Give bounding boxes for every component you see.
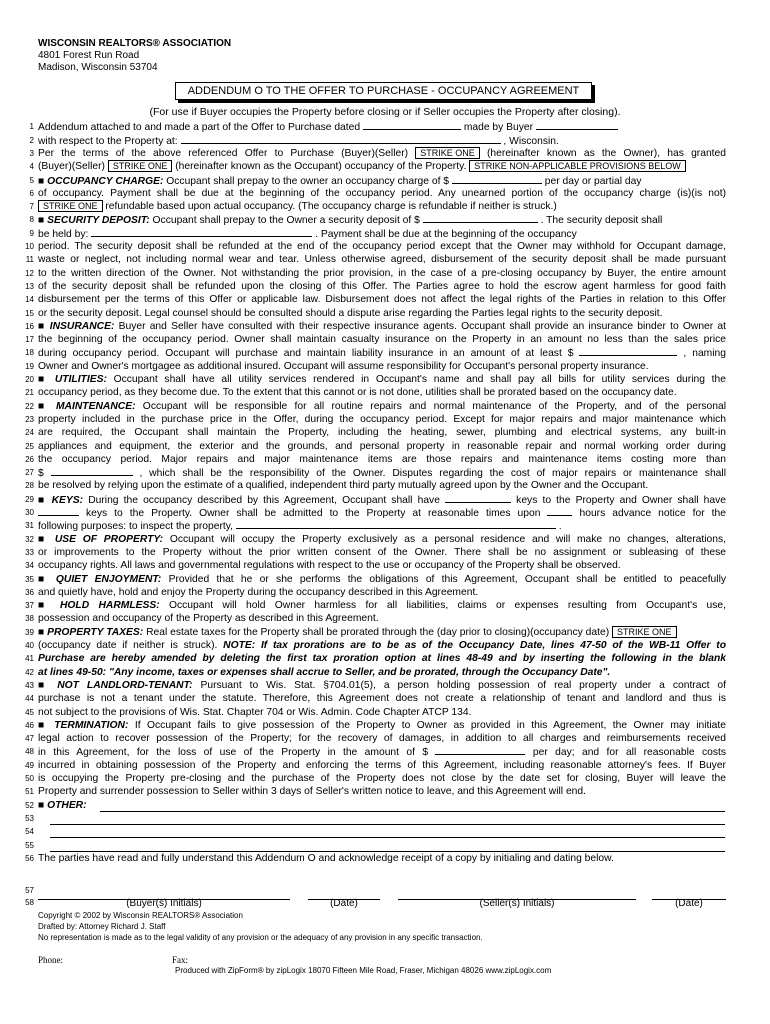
line-text: at lines 49-50: "Any income, taxes or expenses shall accrue to Seller, and be prorated, through the Occupancy Date".: [38, 666, 611, 678]
line-text: ■ QUIET ENJOYMENT: Provided that he or she performs the obligations of this Agreement, Occupant shall be entitled to peacefully: [38, 573, 726, 585]
line-text: Purchase are hereby amended by deleting the first tax proration option at lines 48-49 and by inserting the following in the blank: [38, 653, 726, 665]
fill-in-blank[interactable]: [445, 493, 511, 503]
line-text: Property and surrender possession to Seller within 3 days of Seller's written notice to leave, and this Agreement will end.: [38, 786, 586, 798]
line-text: is occupying the Property pre-closing and the purchase of the Property does not close by the date set for closing, Buyer will leave the: [38, 773, 726, 784]
line-text: ■ KEYS: During the occupancy described by this Agreement, Occupant shall have keys to the Property and Owner shall have: [38, 494, 726, 506]
line-number: 36: [25, 587, 34, 597]
line-number: 37: [25, 601, 34, 611]
line-number: 55: [25, 840, 34, 850]
line-number: 52: [25, 800, 34, 810]
line-text: ■ OTHER:: [38, 799, 87, 811]
seller-initials-label: (Seller(s) Initials): [479, 898, 555, 909]
line-number: 32: [25, 534, 34, 544]
line-text: during occupancy period. Occupant will purchase and maintain liability insurance in an amount of at least $ , naming: [38, 348, 726, 360]
line-text: or improvements to the Property without the prior written consent of the Owner. There shall be no assignment or subleasing of these: [38, 546, 726, 558]
fill-in-blank[interactable]: [579, 346, 677, 356]
fill-in-blank[interactable]: [236, 519, 556, 529]
line-text: ■ SECURITY DEPOSIT: Occupant shall prepay to the Owner a security deposit of $ . The security deposit shall: [38, 215, 663, 227]
line-number: 33: [25, 547, 34, 557]
buyer-initials-label: (Buyer(s) Initials): [126, 898, 202, 909]
line-number: 12: [25, 268, 34, 278]
strike-box[interactable]: STRIKE ONE: [108, 160, 173, 172]
line-text: in this Agreement, for the loss of use of the Property in the amount of $ per day; and for all reasonable costs: [38, 747, 726, 759]
fill-in-blank[interactable]: [536, 120, 618, 130]
disclaimer-text: No representation is made as to the legal validity of any provision or the adequacy of any provision in any specific transaction.: [38, 933, 483, 942]
line-text: ■ PROPERTY TAXES: Real estate taxes for the Property shall be prorated through the (day prior to closing)(occupancy date) STRIKE ONE: [38, 626, 726, 639]
line-number: 2: [29, 135, 34, 145]
line-text: Addendum attached to and made a part of the Offer to Purchase dated made by Buyer: [38, 120, 726, 134]
fill-in-blank[interactable]: [51, 466, 133, 476]
line-text: possession and occupancy of the Property as described in this Agreement.: [38, 613, 379, 625]
line-text: STRIKE ONE refundable based upon actual occupancy. (The occupancy charge is refundable if neither is struck.): [38, 200, 726, 213]
line-number: 23: [25, 414, 34, 424]
strike-box[interactable]: STRIKE ONE: [38, 200, 103, 212]
line-text: of occupancy. Payment shall be due at the beginning of the occupancy period. Any unearned portion of the occupancy charge (is)(is not): [38, 187, 726, 199]
line-text: disbursement per the terms of this Offer or applicable law. Disbursement does not affect the legal rights of the Parties in relation to this Offer: [38, 294, 726, 306]
line-text: of the security deposit shall be refunded upon the closing of this Offer. The Parties agree to hold the escrow agent harmless for good faith: [38, 280, 726, 292]
line-number: 11: [25, 255, 34, 265]
line-number: 40: [25, 641, 34, 650]
line-text: not subject to the provisions of Wis. Stat. Chapter 704 or Wis. Admin. Code Chapter ATCP 134.: [38, 706, 472, 718]
line-text: with respect to the Property at: , Wisconsin.: [38, 135, 559, 147]
line-text: $ , which shall be the responsibility of the Owner. Disputes regarding the cost of major repairs or maintenance shall: [38, 468, 726, 480]
line-number: 3: [29, 148, 34, 158]
line-text: occupancy rights. All laws and governmental regulations with respect to the use or occupancy of the Property shall be observed.: [38, 560, 621, 572]
line-number: 10: [25, 242, 34, 251]
line-number: 14: [25, 295, 34, 305]
line-number: 20: [25, 375, 34, 384]
phone-label: Phone:: [38, 955, 64, 965]
line-number: 22: [25, 401, 34, 411]
line-number: 27: [25, 468, 34, 478]
line-text: incurred in obtaining possession of the Property and enforcing the terms of this Agreement, including reasonable attorney's fees. If Buyer: [38, 759, 726, 771]
line-number: 47: [25, 734, 34, 744]
line-number: 17: [25, 335, 34, 345]
line-text: the occupancy period. Major repairs and major maintenance items are those repairs and maintenance items costing more than: [38, 453, 726, 465]
line-text: and quietly have, hold and enjoy the Property during the occupancy described in this Agreement.: [38, 586, 479, 598]
line-number: 24: [25, 428, 34, 438]
association-city: Madison, Wisconsin 53704: [38, 62, 158, 73]
line-text: Per the terms of the above referenced Offer to Purchase (Buyer)(Seller) STRIKE ONE (hereinafter known as the Owner), has granted: [38, 147, 726, 159]
association-name: WISCONSIN REALTORS® ASSOCIATION: [38, 38, 232, 49]
line-number: 39: [25, 627, 34, 637]
seller-date-label: (Date): [675, 898, 703, 909]
strike-box[interactable]: STRIKE ONE: [415, 147, 480, 159]
line-number: 45: [25, 707, 34, 717]
line-number: 5: [29, 175, 34, 185]
line-text: ■ UTILITIES: Occupant shall have all utility services rendered in Occupant's name and shall pay all bills for utility services during the: [38, 374, 726, 385]
line-text: The parties have read and fully understand this Addendum O and acknowledge receipt of a copy by initialing and dating below.: [38, 852, 614, 864]
strike-box[interactable]: STRIKE NON-APPLICABLE PROVISIONS BELOW: [469, 160, 686, 172]
line-text: ■ HOLD HARMLESS: Occupant will hold Owner harmless for all liabilities, claims or expenses resulting from Occupant's use,: [38, 600, 726, 612]
line-text: Owner and Owner's mortgagee as additional insured. Occupant will assume responsibility for Occupant's personal property insurance.: [38, 360, 649, 372]
line-number: 30: [25, 508, 34, 517]
line-text: keys to the Property. Owner shall be admitted to the Property at reasonable times upon hours advance notice for the: [38, 506, 726, 520]
line-number: 56: [25, 853, 34, 863]
other-fill-line[interactable]: [100, 800, 725, 812]
line-text: to the written direction of the Owner. Not withstanding the prior provision, in the case of a pre-closing occupancy by Buyer, the entire amount: [38, 267, 726, 279]
line-number: 49: [25, 760, 34, 770]
line-text: following purposes: to inspect the property, .: [38, 521, 562, 533]
line-number: 46: [25, 720, 34, 730]
line-number: 16: [25, 321, 34, 331]
fill-in-blank[interactable]: [181, 134, 501, 144]
fill-in-blank[interactable]: [363, 120, 461, 130]
fill-in-blank[interactable]: [91, 227, 312, 237]
line-number: 50: [25, 774, 34, 783]
line-number: 9: [29, 228, 34, 238]
fill-in-blank[interactable]: [547, 506, 572, 516]
form-title: ADDENDUM O TO THE OFFER TO PURCHASE - OCCUPANCY AGREEMENT: [175, 82, 592, 100]
line-text: the beginning of the occupancy period. Owner shall maintain casualty insurance on the Property in an amount no less than the sales price: [38, 334, 726, 346]
fill-in-blank[interactable]: [452, 174, 542, 184]
line-number: 19: [25, 361, 34, 371]
line-number: 53: [25, 813, 34, 823]
line-number: 48: [25, 747, 34, 757]
form-subtitle: (For use if Buyer occupies the Property before closing or if Seller occupies the Property after closing).: [149, 106, 621, 118]
line-text: (Buyer)(Seller) STRIKE ONE (hereinafter known as the Occupant) occupancy of the Property. STRIKE NON-APPLICABLE PROVISIONS BELOW: [38, 160, 726, 173]
line-number: 7: [29, 202, 34, 212]
fill-in-blank[interactable]: [435, 745, 525, 755]
line-number: 13: [25, 281, 34, 291]
line-text: (occupancy date if neither is struck). NOTE: If tax prorations are to be as of the Occupancy Date, lines 47-50 of the WB-11 Offer to: [38, 640, 726, 651]
line-number: 35: [25, 574, 34, 584]
line-number: 38: [25, 614, 34, 624]
strike-box[interactable]: STRIKE ONE: [612, 626, 677, 638]
other-fill-line[interactable]: [50, 840, 725, 852]
copyright-text: Copyright © 2002 by Wisconsin REALTORS® Association: [38, 911, 243, 920]
buyer-date-label: (Date): [330, 898, 358, 909]
line-number: 6: [29, 188, 34, 198]
line-number: 8: [29, 215, 34, 225]
line-text: be held by: . Payment shall be due at the beginning of the occupancy: [38, 228, 577, 240]
line-text: or the security deposit. Legal counsel should be consulted should a dispute arise regarding the Parties legal rights to the security deposit.: [38, 307, 663, 319]
line-number: 44: [25, 694, 34, 704]
line-text: ■ OCCUPANCY CHARGE: Occupant shall prepay to the owner an occupancy charge of $ per day or partial day: [38, 175, 642, 187]
other-fill-line[interactable]: [50, 826, 725, 838]
line-number: 25: [25, 441, 34, 451]
line-number: 51: [25, 787, 34, 797]
line-text: are required, the Occupant shall maintain the Property, including the heating, sewer, plumbing and electrical systems, any built-in: [38, 427, 726, 439]
other-fill-line[interactable]: [50, 813, 725, 825]
line-text: ■ NOT LANDLORD-TENANT: Pursuant to Wis. Stat. §704.01(5), a person holding possession of real property under a contract of: [38, 679, 726, 691]
line-text: ■ MAINTENANCE: Occupant will be responsible for all routine repairs and normal maintenance of the Property, and of the personal: [38, 400, 726, 412]
fill-in-blank[interactable]: [38, 506, 79, 516]
line-text: property included in the purchase price in the Offer, during the occupancy period. Except for major repairs and major maintenance which: [38, 413, 726, 425]
line-text: be resolved by relying upon the estimate of a qualified, independent third party mutually agreed upon by the Owner and the Occupant.: [38, 480, 649, 492]
line-number: 21: [25, 388, 34, 398]
line-number: 42: [25, 667, 34, 677]
line-number: 34: [25, 561, 34, 571]
line-number: 43: [25, 680, 34, 690]
line-number: 41: [25, 654, 34, 664]
produced-with-text: Produced with ZipForm® by zipLogix 18070 Fifteen Mile Road, Fraser, Michigan 48026 www.zipLogix.com: [175, 966, 552, 975]
drafted-by-text: Drafted by: Attorney Richard J. Staff: [38, 922, 166, 931]
line-text: waste or neglect, not including normal wear and tear. Unless otherwise agreed, disbursement of the security deposit shall be made pursuant: [38, 254, 726, 266]
fill-in-blank[interactable]: [423, 213, 538, 223]
line-number: 29: [25, 494, 34, 504]
line-number: 26: [25, 454, 34, 464]
line-number: 15: [25, 308, 34, 318]
fax-label: Fax:: [172, 955, 189, 965]
line-number: 1: [29, 122, 34, 132]
line-number: 28: [25, 481, 34, 491]
line-text: ■ INSURANCE: Buyer and Seller have consulted with their respective insurance agents. Occupant shall provide an insurance binder to Owner at: [38, 320, 726, 332]
line-number: 31: [25, 521, 34, 531]
line-text: period. The security deposit shall be refunded at the end of the occupancy period except that the Owner may withhold for Occupant damage,: [38, 241, 726, 252]
line-text: ■ TERMINATION: If Occupant fails to give possession of the Property to Owner as provided in this Agreement, the Owner may initiate: [38, 719, 726, 731]
line-number: 4: [29, 162, 34, 172]
line-text: legal action to recover possession of the Property; for the recovery of damages, in addition to all charges and reimbursements received: [38, 733, 726, 745]
line-text: occupancy period, as they become due. To the extent that this cannot or is not done, utilities shall be prorated based on the occupancy date.: [38, 387, 677, 399]
line-number: 18: [25, 348, 34, 358]
line-text: appliances and equipment, the exterior and the grounds, and personal property in reasonable repair and normal working order during: [38, 440, 726, 452]
line-text: purchase is not a tenant under the statute. Therefore, this Agreement does not create a relationship of tenant and landlord and thus is: [38, 693, 726, 705]
line-text: ■ USE OF PROPERTY: Occupant will occupy the Property exclusively as a personal residence and will make no changes, alterations,: [38, 533, 726, 545]
association-street: 4801 Forest Run Road: [38, 50, 140, 61]
line-number: 54: [25, 827, 34, 837]
